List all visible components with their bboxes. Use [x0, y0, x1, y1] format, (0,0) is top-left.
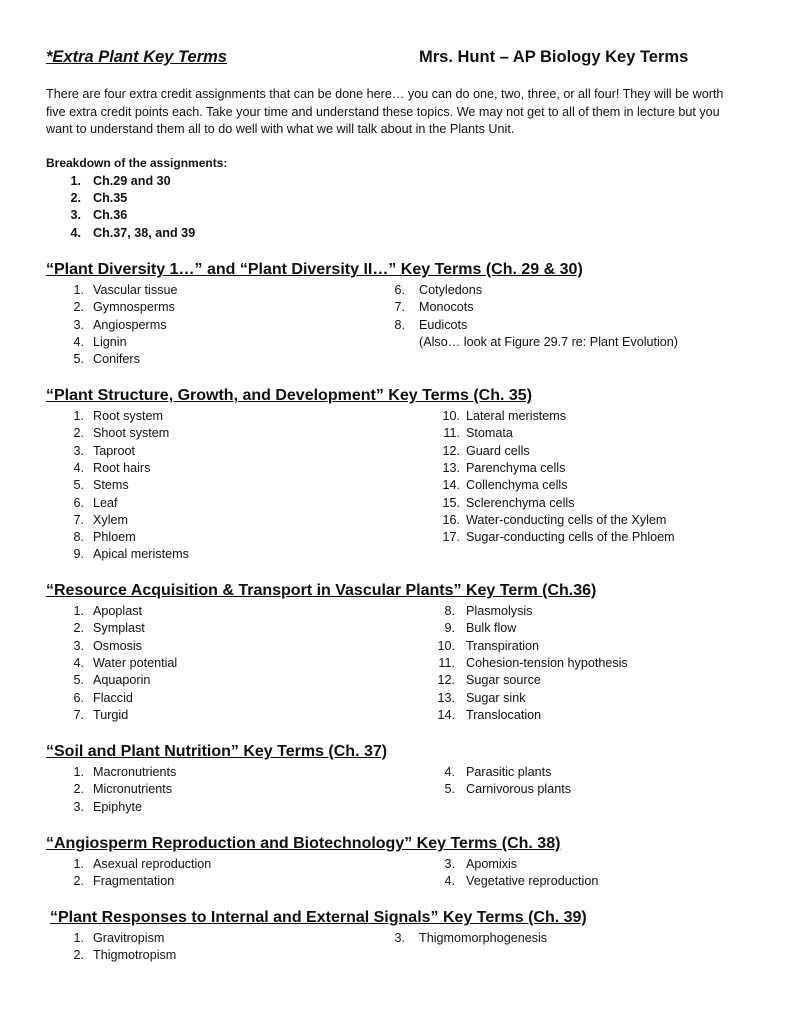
list-item-number: 4. — [444, 765, 455, 779]
section-heading: “Plant Responses to Internal and External Signals” Key Terms (Ch. 39) — [50, 909, 587, 926]
list-item-label: Root system — [93, 409, 163, 423]
list-item-number: 8. — [73, 530, 84, 545]
list-item-label: Plasmolysis — [466, 604, 533, 618]
list-item-number: 9. — [444, 621, 455, 636]
list-item-label: Shoot system — [93, 426, 170, 441]
list-item-number: 2. — [73, 300, 84, 315]
list-item-label: Water-conducting cells of the Xylem — [466, 512, 667, 527]
list-item-label: Water potential — [93, 655, 178, 670]
list-item-label: Gymnosperms — [93, 300, 175, 315]
list-item-number: 11. — [438, 655, 455, 670]
list-item-label: Sugar sink — [466, 690, 526, 705]
list-item-number: 3. — [444, 857, 455, 871]
list-item-label: Symplast — [93, 621, 145, 636]
section-heading: “Soil and Plant Nutrition” Key Terms (Ch. 37) — [46, 743, 388, 760]
list-item-label: Xylem — [93, 512, 128, 527]
list-item-number: 3. — [394, 931, 405, 945]
list-item-number: 2. — [73, 426, 84, 441]
section-heading: “Plant Structure, Growth, and Development” Key Terms (Ch. 35) — [46, 387, 533, 404]
list-item-label: Thigmotropism — [93, 948, 177, 963]
list-item-number: 3. — [73, 638, 84, 653]
list-item-label: Stomata — [466, 426, 513, 441]
list-item-label: Micronutrients — [93, 782, 173, 797]
list-item-number: 2. — [73, 948, 84, 963]
list-item-number: 12. — [442, 443, 460, 458]
list-item-label: Ch.29 and 30 — [93, 174, 171, 188]
list-item-number: 5. — [73, 352, 84, 367]
section-heading: “Angiosperm Reproduction and Biotechnology” Key Terms (Ch. 38) — [46, 835, 561, 852]
list-item-label: Lateral meristems — [466, 409, 567, 423]
list-item-number: 1. — [73, 409, 84, 423]
list-item-label: Stems — [93, 478, 129, 493]
list-item-number: 2. — [73, 874, 84, 889]
list-item-number: 14. — [442, 478, 460, 493]
list-item-number: 7. — [73, 512, 84, 527]
list-item-label: Epiphyte — [93, 799, 143, 814]
list-item-label: Flaccid — [93, 690, 133, 705]
list-item-number: 4. — [73, 334, 84, 349]
list-item-label: Collenchyma cells — [466, 478, 568, 493]
list-item-label: (Also… look at Figure 29.7 re: Plant Evolution) — [419, 334, 678, 349]
list-item-label: Angiosperms — [93, 317, 167, 332]
list-item-label: Monocots — [419, 300, 474, 315]
list-item-number: 1. — [73, 931, 84, 945]
list-item-label: Taproot — [93, 443, 136, 458]
list-item-label: Apoplast — [93, 604, 143, 618]
list-item-label: Gravitropism — [93, 931, 165, 945]
list-item-number: 4. — [444, 874, 455, 889]
breakdown-title: Breakdown of the assignments: — [46, 156, 228, 170]
list-item-number: 6. — [73, 495, 84, 510]
list-item-number: 1. — [70, 174, 81, 188]
list-item-label: Osmosis — [93, 638, 142, 653]
list-item-label: Leaf — [93, 495, 118, 510]
list-item-number: 7. — [73, 707, 84, 722]
list-item-label: Asexual reproduction — [93, 857, 212, 871]
list-item-number: 2. — [70, 191, 81, 206]
list-item-number: 4. — [73, 655, 84, 670]
list-item-label: Apomixis — [466, 857, 518, 871]
list-item-label: Macronutrients — [93, 765, 177, 779]
list-item-label: Ch.35 — [93, 191, 128, 206]
list-item-label: Conifers — [93, 352, 140, 367]
page-title: *Extra Plant Key Terms — [46, 48, 227, 66]
list-item-number: 3. — [70, 208, 81, 223]
list-item-label: Phloem — [93, 530, 136, 545]
list-item-number: 10. — [437, 638, 455, 653]
list-item-number: 1. — [73, 283, 84, 297]
list-item-number: 6. — [73, 690, 84, 705]
list-item-number: 13. — [437, 690, 455, 705]
list-item-label: Apical meristems — [93, 547, 189, 562]
list-item-label: Carnivorous plants — [466, 782, 571, 797]
list-item-label: Eudicots — [419, 317, 468, 332]
list-item-label: Root hairs — [93, 460, 151, 475]
list-item-label: Fragmentation — [93, 874, 175, 889]
list-item-number: 17. — [442, 530, 460, 545]
list-item-number: 8. — [394, 317, 405, 332]
section-heading: “Plant Diversity 1…” and “Plant Diversity II…” Key Terms (Ch. 29 & 30) — [46, 261, 583, 278]
list-item-number: 8. — [444, 604, 455, 618]
list-item-number: 15. — [442, 495, 460, 510]
list-item-number: 14. — [437, 707, 455, 722]
list-item-label: Bulk flow — [466, 621, 517, 636]
list-item-number: 12. — [437, 673, 455, 688]
list-item-number: 3. — [73, 799, 84, 814]
list-item-number: 5. — [73, 478, 84, 493]
list-item-label: Guard cells — [466, 443, 530, 458]
intro-paragraph: There are four extra credit assignments that can be done here… you can do one, two, three, or all four! They will be worth five extra credit points each. Take your time and understand these topics. We may not get to all of them in lecture but you want to understand them all to do well with what we will talk about in the Plants Unit. — [46, 87, 724, 136]
list-item-label: Ch.37, 38, and 39 — [93, 225, 196, 240]
list-item-label: Translocation — [466, 707, 542, 722]
list-item-label: Cotyledons — [419, 283, 483, 297]
list-item-label: Sugar source — [466, 673, 541, 688]
list-item-number: 9. — [73, 547, 84, 562]
list-item-number: 3. — [73, 443, 84, 458]
section-heading: “Resource Acquisition & Transport in Vascular Plants” Key Term (Ch.36) — [46, 582, 597, 599]
list-item-number: 13. — [442, 460, 460, 475]
list-item-number: 1. — [73, 765, 84, 779]
list-item-number: 1. — [73, 857, 84, 871]
list-item-number: 5. — [444, 782, 455, 797]
list-item-number: 16. — [442, 512, 460, 527]
list-item-number: 3. — [73, 317, 84, 332]
list-item-number: 4. — [73, 460, 84, 475]
list-item-number: 10. — [442, 409, 460, 423]
list-item-label: Parenchyma cells — [466, 460, 566, 475]
list-item-label: Cohesion-tension hypothesis — [466, 655, 628, 670]
list-item-label: Parasitic plants — [466, 765, 552, 779]
list-item-label: Ch.36 — [93, 208, 128, 223]
list-item-number: 7. — [394, 300, 405, 315]
course-title: Mrs. Hunt – AP Biology Key Terms — [419, 48, 689, 66]
list-item-label: Sugar-conducting cells of the Phloem — [466, 530, 675, 545]
list-item-number: 2. — [73, 621, 84, 636]
list-item-label: Aquaporin — [93, 673, 151, 688]
list-item-number: 4. — [70, 225, 81, 240]
list-item-label: Vascular tissue — [93, 283, 178, 297]
list-item-label: Thigmomorphogenesis — [419, 931, 548, 945]
list-item-number: 1. — [73, 604, 84, 618]
list-item-number: 2. — [73, 782, 84, 797]
list-item-label: Turgid — [93, 707, 129, 722]
list-item-label: Transpiration — [466, 638, 540, 653]
list-item-number: 11. — [443, 426, 460, 441]
list-item-number: 5. — [73, 673, 84, 688]
list-item-number: 6. — [394, 283, 405, 297]
list-item-label: Lignin — [93, 334, 127, 349]
list-item-label: Vegetative reproduction — [466, 874, 599, 889]
list-item-label: Sclerenchyma cells — [466, 495, 575, 510]
